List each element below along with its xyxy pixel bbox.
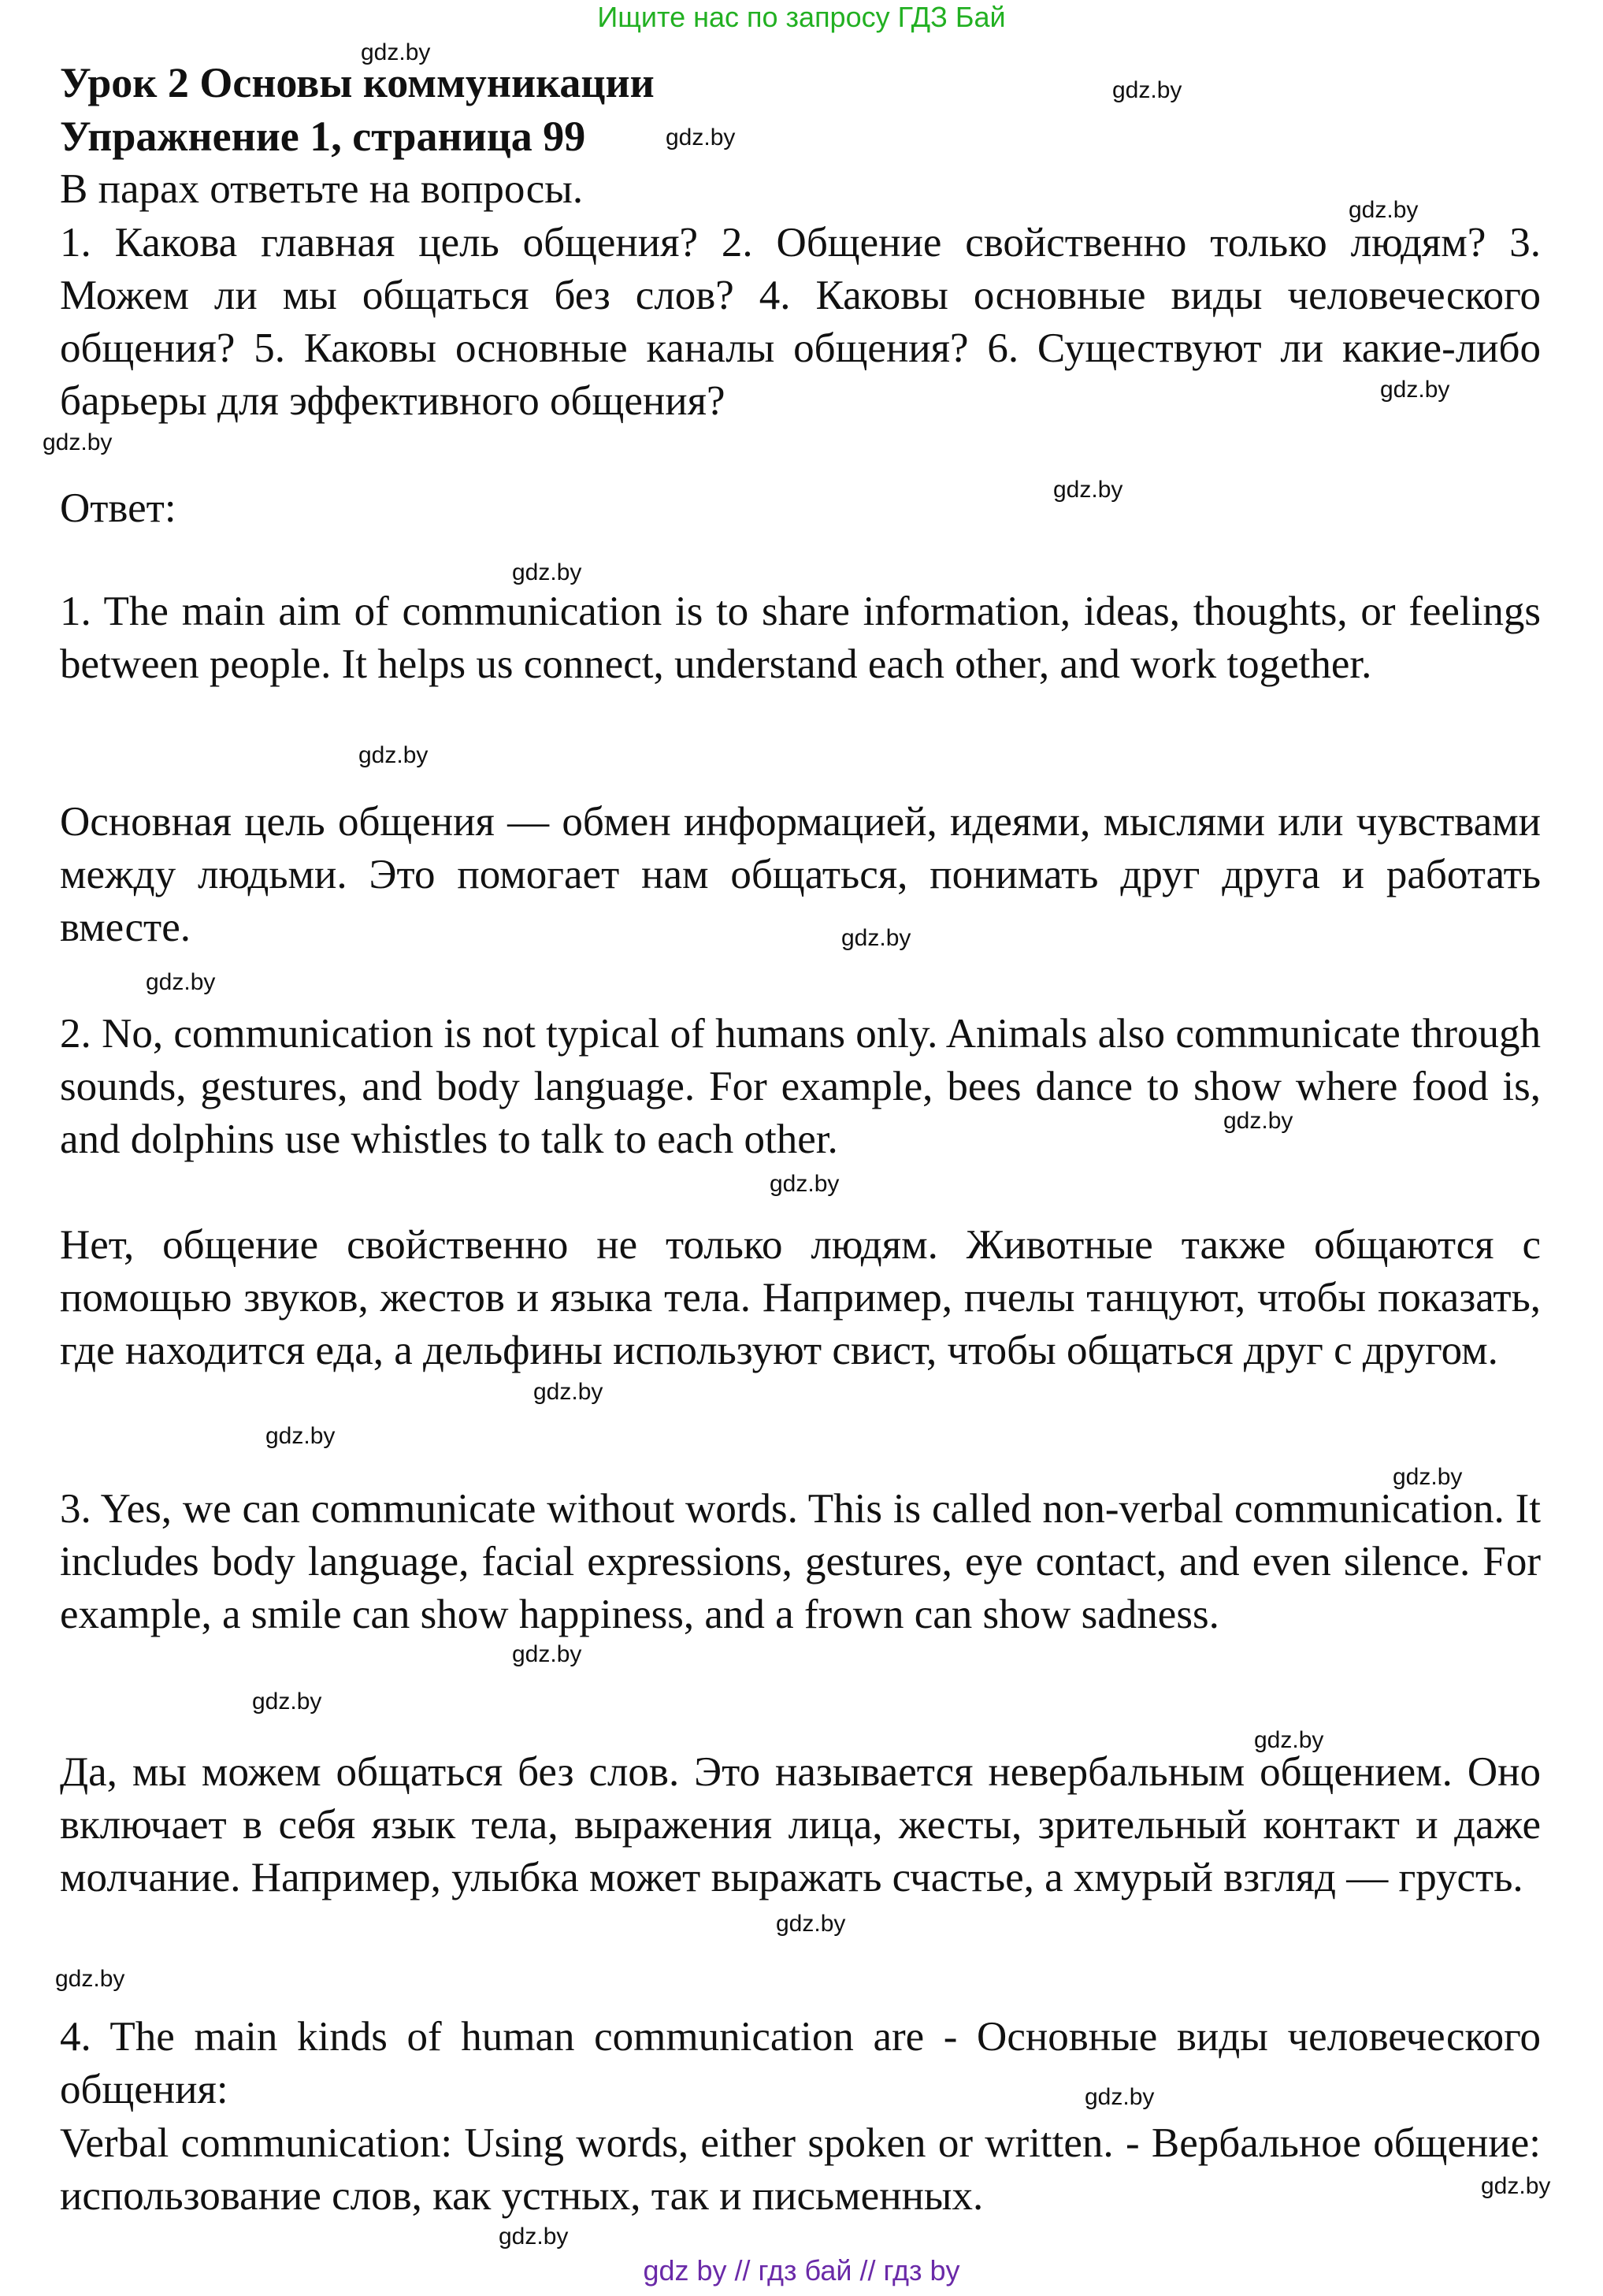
watermark: gdz.by [533,1379,603,1405]
watermark: gdz.by [1085,2084,1155,2110]
lesson-title: Урок 2 Основы коммуникации [60,59,655,106]
watermark: gdz.by [776,1911,846,1937]
watermark: gdz.by [1380,377,1450,403]
questions-text: 1. Какова главная цель общения? 2. Общение свойственно только людям? 3. Можем ли мы общаться без слов? 4. Каковы основные виды человеческого общения? 5. Каковы основные каналы общения? 6. Существуют ли какие-либо барьеры для эффективного общения? [60,220,1541,424]
watermark: gdz.by [1349,197,1419,223]
watermark: gdz.by [358,742,429,768]
verbal-communication-item: Verbal communication: Using words, either spoken or written. - Вербальное общение: использование слов, как устных, так и письменных. [60,2120,1541,2219]
answer-2-english: 2. No, communication is not typical of humans only. Animals also communicate through sounds, gestures, and body language. For example, bees dance to show where food is, and dolphins use whistles to talk to each other. [60,1011,1541,1162]
answer-4-english: 4. The main kinds of human communication are - Основные виды человеческого общения: [60,2014,1541,2112]
watermark: gdz.by [770,1171,840,1197]
watermark: gdz.by [1393,1464,1463,1490]
watermark: gdz.by [55,1966,125,1992]
instruction: В парах ответьте на вопросы. [60,166,584,212]
answer-3-english: 3. Yes, we can communicate without words. This is called non-verbal communication. It includes body language, facial expressions, gestures, eye contact, and even silence. For example, a smile can show happiness, and a frown can show sadness. [60,1486,1541,1637]
watermark: gdz.by [666,124,736,150]
watermark: gdz.by [265,1423,336,1449]
watermark: gdz.by [1053,477,1123,503]
watermark: gdz.by [499,2224,569,2250]
watermark: gdz.by [1112,77,1182,103]
answer-2-russian: Нет, общение свойственно не только людям. Животные также общаются с помощью звуков, жестов и языка тела. Например, пчелы танцуют, чтобы показать, где находится еда, а дельфины используют свист, чтобы общаться друг с другом. [60,1222,1541,1373]
exercise-title: Упражнение 1, страница 99 [60,113,586,160]
answer-1-english: 1. The main aim of communication is to share information, ideas, thoughts, or feelings between people. It helps us connect, understand each other, and work together. [60,589,1541,687]
watermark: gdz.by [1481,2173,1551,2199]
footer-links[interactable]: gdz by // гдз бай // гдз by [643,2254,960,2287]
answer-label: Ответ: [60,485,176,531]
watermark: gdz.by [146,969,216,995]
watermark: gdz.by [252,1689,322,1715]
top-banner[interactable]: Ищите нас по запросу ГДЗ Бай [597,1,1006,33]
watermark: gdz.by [512,1641,582,1667]
watermark: gdz.by [512,559,582,585]
answer-1-russian: Основная цель общения — обмен информацией, идеями, мыслями или чувствами между людьми. Это помогает нам общаться, понимать друг друга и работать вместе. [60,799,1541,950]
watermark: gdz.by [1223,1108,1293,1134]
watermark: gdz.by [841,925,911,951]
watermark: gdz.by [43,429,113,455]
watermark: gdz.by [361,39,431,65]
watermark: gdz.by [1254,1727,1324,1753]
answer-3-russian: Да, мы можем общаться без слов. Это называется невербальным общением. Оно включает в себя язык тела, выражения лица, жесты, зрительный контакт и даже молчание. Например, улыбка может выражать счастье, а хмурый взгляд — грусть. [60,1749,1541,1900]
